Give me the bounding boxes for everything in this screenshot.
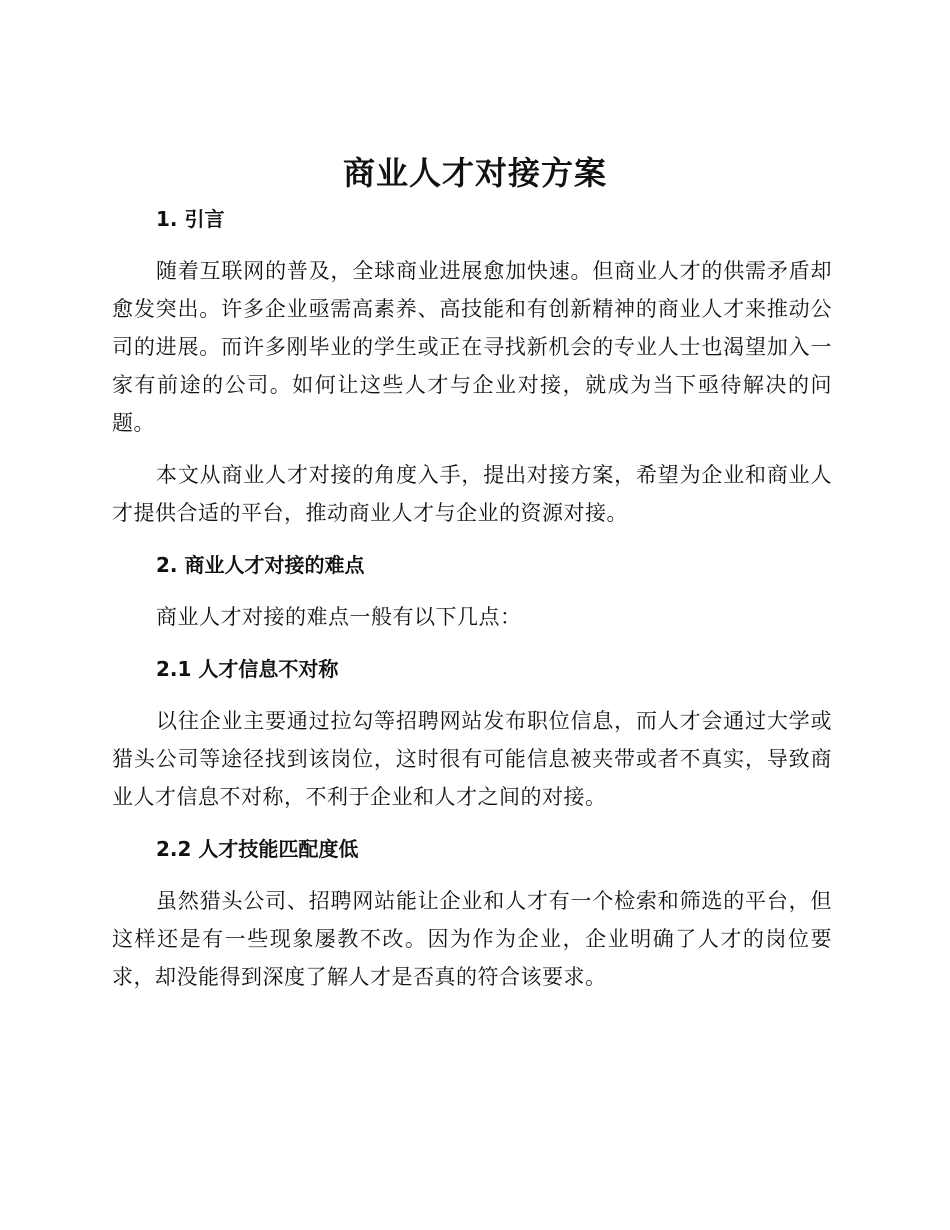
paragraph-introduction-1: 随着互联网的普及，全球商业进展愈加快速。但商业人才的供需矛盾却愈发突出。许多企业亟需高素养、高技能和有创新精神的商业人才来推动公司的进展。而许多刚毕业的学生或正在寻找新机会的专业人士也渴望加入一家有前途的公司。如何让这些人才与企业对接，就成为当下亟待解决的问题。 [112, 259, 832, 435]
document-body [112, 198, 832, 996]
document-title: 商业人才对接方案 [342, 154, 607, 192]
paragraph-introduction-2: 本文从商业人才对接的角度入手，提出对接方案，希望为企业和商业人才提供合适的平台，推动商业人才与企业的资源对接。 [112, 463, 832, 525]
paragraph-difficulties-intro: 商业人才对接的难点一般有以下几点： [156, 605, 522, 629]
section-heading-introduction: 1. 引言 [156, 207, 225, 231]
subsection-heading-info-asymmetry: 2.1 人才信息不对称 [156, 657, 339, 681]
section-heading-difficulties: 2. 商业人才对接的难点 [156, 553, 365, 577]
subsection-heading-skill-match: 2.2 人才技能匹配度低 [156, 837, 359, 861]
paragraph-skill-match: 虽然猎头公司、招聘网站能让企业和人才有一个检索和筛选的平台，但这样还是有一些现象屡教不改。因为作为企业，企业明确了人才的岗位要求，却没能得到深度了解人才是否真的符合该要求。 [112, 889, 832, 989]
paragraph-info-asymmetry: 以往企业主要通过拉勾等招聘网站发布职位信息，而人才会通过大学或猎头公司等途径找到该岗位，这时很有可能信息被夹带或者不真实，导致商业人才信息不对称，不利于企业和人才之间的对接。 [112, 709, 832, 809]
